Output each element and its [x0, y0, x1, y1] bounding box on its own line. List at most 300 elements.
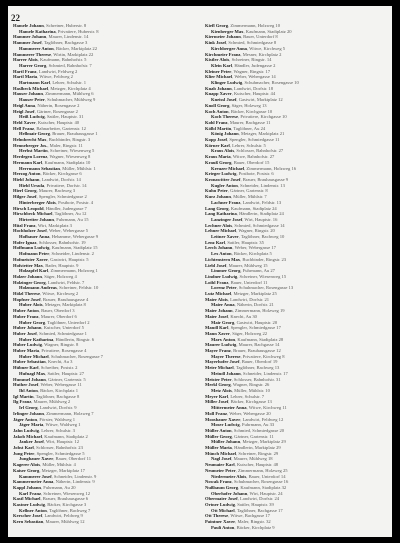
entry-details: Wagner, Ringstr. 8	[44, 342, 79, 348]
directory-entry: Huber Franz, Maurer, Oberdorf 6	[13, 313, 77, 319]
directory-entry: Klein Karl, Händler, Judengasse 2	[211, 62, 276, 68]
entry-name: Merkl Georg	[205, 382, 231, 388]
directory-entry: Kammermeier Anna, Näherin, Lindenstr. 9	[13, 479, 95, 485]
entry-details: Kaufmann, Stadtplatz 32	[240, 484, 287, 490]
directory-entry: Kneissl Josef, Gastwirt, Marktplatz 12	[211, 97, 283, 103]
entry-details: Privatiere, Rosengasse 4	[41, 348, 87, 354]
entry-name: Hofbauer Anna	[19, 234, 50, 240]
entry-name: Lindner Ludwig	[205, 273, 238, 279]
directory-entry: Kronawitter Josef, Brauer, Brauhausgasse 9	[205, 176, 289, 182]
directory-entry: Limmer Georg, Fuhrmann, Au 27	[211, 268, 275, 274]
entry-details: Schuhmacher, Rosengasse 10	[244, 80, 299, 86]
directory-entry: Huber Johann, Kutscher, Unterdorf 5	[13, 325, 84, 331]
entry-name: Hammer Johann	[13, 34, 47, 40]
entry-name: Paintner Xaver	[205, 519, 236, 525]
entry-name: Münch Michael	[205, 450, 237, 456]
entry-details: Maler, Ringstr. 32	[237, 519, 271, 525]
entry-name: Neumeier Peter	[205, 467, 236, 473]
entry-name: Neumaier Karl	[205, 462, 235, 468]
directory-entry: Mayer Therese, Privatiere, Kirchweg 8	[211, 353, 285, 359]
entry-name: Heigl Anna	[13, 102, 36, 108]
entry-name: Müller Anton	[205, 427, 232, 433]
directory-entry: Hell Franz, Bahnarbeiter, Gartenstr. 12	[13, 125, 86, 131]
entry-details: Schmied, Schmiedgasse 20	[233, 427, 285, 433]
directory-entry: Hamele Katharina, Privatiere, Huberstr. 8	[19, 28, 99, 34]
entry-name: Kirchberger Anna	[211, 45, 247, 51]
directory-entry: Nowak Franz, Schuhmacher, Rosengasse 16	[205, 479, 289, 485]
directory-entry: Moll Franz, Weber, Webergasse 20	[205, 410, 271, 416]
entry-name: Irl Georg	[19, 405, 38, 411]
entry-details: Bäcker, Kirchgasse 6	[42, 171, 82, 177]
directory-entry: Kölbl Martin, Taglöhner, Au 24	[205, 125, 266, 131]
directory-entry: Knab Johann, Landwirt, Dorfstr. 18	[205, 85, 274, 91]
entry-name: Kaiser Georg	[13, 467, 40, 473]
directory-entry: Kraus Alois, Schlosser, Bahnhofstr. 27	[211, 148, 284, 154]
directory-entry: Jakob Michael, Kaufmann, Stadtplatz 2	[13, 433, 88, 439]
right-column	[205, 23, 385, 531]
entry-name: Mandl Karl	[205, 325, 229, 331]
entry-details: Fuhrmann, Au 27	[242, 268, 275, 274]
entry-details: Weber, Webergasse 20	[229, 410, 271, 416]
directory-entry: Liebl Josef, Maurer, Mühlweg 15	[205, 262, 268, 268]
entry-details: Kutscher, Hauptstr. 48	[236, 462, 279, 468]
left-column	[13, 23, 193, 525]
entry-name: Hübner Karl	[13, 365, 39, 371]
entry-name: Kern Sebastian	[13, 519, 44, 525]
directory-entry: Kaiser Georg, Metzger, Marktplatz 17	[13, 467, 85, 473]
entry-name: Lenz Karl	[205, 239, 226, 245]
entry-name: Hölzl Therese	[13, 291, 41, 297]
entry-details: Witwe, Kirchweg 5	[249, 45, 286, 51]
entry-name: Kuhn Peter	[205, 188, 228, 194]
entry-name: Maier Josef	[205, 313, 229, 319]
entry-details: Bahnarbeiter, Gartenstr. 12	[36, 125, 86, 131]
directory-entry: Huber Katharina, Händlerin, Ringstr. 6	[19, 336, 95, 342]
entry-details: Bauer, Oberdorf 15	[233, 159, 270, 165]
entry-details: Wirt, Hauptstr. 24	[249, 490, 283, 496]
entry-details: Witwe, Kirchweg 2	[42, 291, 79, 297]
entry-name: Marx Anton	[211, 336, 236, 342]
directory-entry: Kleiner Peter, Wagner, Ringstr. 17	[205, 68, 270, 74]
entry-details: Schmied, Schmiedgasse 1	[39, 330, 87, 336]
entry-name: Lanzinger Josef	[211, 216, 243, 222]
entry-name: Hoffmann Ludwig	[13, 245, 50, 251]
entry-details: Kaufmann, Stadtplatz 24	[230, 205, 277, 211]
entry-name: Huber Anton	[13, 308, 39, 314]
entry-name: Ortner Ludwig	[205, 502, 235, 508]
directory-entry: Leitner Xaver, Taglöhner, Bachweg 10	[211, 234, 285, 240]
entry-details: Gastwirt, Hauptstr. 20	[236, 319, 278, 325]
entry-name: Kreuzer Michael	[211, 165, 245, 171]
directory-entry: Henneberger Jos., Maler, Ringstr. 11	[13, 142, 83, 148]
directory-entry: Huber Josef, Schmied, Schmiedgasse 1	[13, 330, 87, 336]
entry-name: Huber Franz	[13, 313, 39, 319]
directory-entry: Koch Therese, Privatiere, Kirchgasse 10	[211, 114, 287, 120]
entry-details: Lehrer, Schulstr. 3	[41, 427, 75, 433]
entry-details: Metzger, Kirchplatz 4	[50, 85, 91, 91]
entry-name: Ott Therese	[205, 513, 229, 519]
directory-entry: Kern Sebastian, Maurer, Mühlweg 12	[13, 519, 85, 525]
directory-entry: Hammerer Anton, Bäcker, Marktplatz 22	[19, 45, 97, 51]
entry-details: Maurer, Bachgasse 14	[238, 342, 280, 348]
entry-details: Schreiner, Wiesenweg 12	[43, 490, 90, 496]
entry-details: Schuhmacher, Rosengasse 13	[238, 285, 294, 291]
directory-entry: Ilg Franz, Maurer, Mühlweg 2	[13, 399, 71, 405]
entry-name: Mair Georg	[211, 319, 235, 325]
entry-name: Koch Therese	[211, 114, 239, 120]
directory-entry: Knoll Georg, Säger, Holzweg 13	[205, 102, 267, 108]
directory-entry: Holzmann Andreas, Schreiner, Feldstr. 10	[19, 285, 99, 291]
directory-entry: Müller Maria, Händlerin, Marktplatz 29	[205, 445, 281, 451]
entry-name: Ilg Franz	[13, 399, 32, 405]
directory-entry: Müller Johann, Metzger, Marktplatz 29	[211, 439, 286, 445]
directory-entry: Huber Maria, Privatiere, Rosengasse 4	[13, 348, 87, 354]
directory-entry: Hauser Peter, Schuhmacher, Mühlweg 9	[19, 97, 96, 103]
entry-details: Landwirt, Feldstr. 7	[48, 279, 85, 285]
entry-name: Hell Franz	[13, 125, 35, 131]
entry-details: Schmied, Bahnhofstr. 7	[48, 62, 92, 68]
entry-details: Bauer, Oberdorf 3	[41, 308, 75, 314]
entry-details: Bauer, Unterdorf 14	[248, 473, 286, 479]
entry-details: Kutscher, Unterdorf 5	[43, 325, 84, 331]
entry-details: Kaufmann, Bahnhofstr. 5	[40, 57, 87, 63]
entry-name: Igl Martin	[13, 393, 34, 399]
directory-entry: Huber Michael, Schuhmacher, Rosengasse 7	[19, 353, 103, 359]
entry-name: Heigl Josef	[13, 108, 35, 114]
directory-entry: Hirsch Leopold, Händler, Judengasse 7	[13, 205, 87, 211]
directory-entry: Hölzl Therese, Witwe, Kirchweg 2	[13, 291, 79, 297]
directory-entry: Helmbrecht Max, Buchbinder, Ringstr. 3	[13, 137, 91, 143]
entry-details: Bauer, Oberdorf 19	[241, 359, 278, 365]
entry-name: Holzer Johann	[13, 273, 42, 279]
directory-entry: Hammer Josef, Taglöhner, Bachgasse 3	[13, 40, 88, 46]
entry-details: Spengler, Schmiedgasse 2	[38, 194, 87, 200]
entry-name: Hirsch Leopold	[13, 205, 44, 211]
entry-name: Lehner Michael	[205, 228, 237, 234]
directory-entry: Lichtenstern Max, Buchbinder, Ringstr. 23	[205, 256, 287, 262]
directory-entry: Kink Josef, Schmied, Schmiedgasse 8	[205, 40, 277, 46]
entry-name: Kurz Johann	[205, 194, 231, 200]
entry-details: Sattler, Hauptstr. 35	[227, 239, 264, 245]
entry-name: Lang Katharina	[205, 211, 237, 217]
entry-name: Kastner Ludwig	[13, 502, 45, 508]
entry-details: Witwe, Feldweg 2	[39, 74, 73, 80]
entry-name: Obermaier Josef	[205, 496, 238, 502]
entry-details: Schreiber, Poststr. 2	[40, 365, 78, 371]
entry-name: Nowak Franz	[205, 479, 232, 485]
entry-name: Irlinger Johann	[13, 410, 44, 416]
directory-entry: König Johann, Metzger, Marktplatz 21	[211, 131, 285, 137]
directory-entry: Müller Georg, Gärtner, Gartenstr. 11	[205, 433, 274, 439]
entry-name: Kistler Alois	[205, 57, 230, 63]
entry-name: Maurer Ludwig	[205, 342, 237, 348]
directory-entry: Klier Michael, Weber, Webergasse 14	[205, 74, 276, 80]
directory-entry: Hirschbeck Michael, Taglöhner, Au 12	[13, 211, 87, 217]
directory-entry: Niedermeier Alois, Bauer, Unterdorf 14	[211, 473, 286, 479]
entry-name: Kagerer Alois	[13, 462, 41, 468]
entry-details: Förster, Waldweg 1	[39, 416, 76, 422]
directory-entry: Jungbauer Xaver, Bauer, Oberdorf 11	[19, 456, 92, 462]
entry-name: Huber Maria	[13, 348, 40, 354]
entry-details: Landwirt, Feldstr. 13	[242, 199, 282, 205]
directory-entry: Irl Georg, Landwirt, Dorfstr. 9	[19, 405, 77, 411]
entry-name: Hochholzer Josef	[13, 228, 47, 234]
entry-details: Landwirt, Dorfstr. 14	[41, 176, 81, 182]
entry-name: Hofer Ignaz	[13, 239, 37, 245]
entry-name: Moll Franz	[205, 410, 228, 416]
entry-details: Buchbinder, Ringstr. 3	[48, 137, 91, 143]
directory-entry: Lehner Michael, Wagner, Ringstr. 20	[205, 228, 275, 234]
entry-details: Händlerin, Ringstr. 6	[55, 336, 95, 342]
directory-entry: Mittermeier Anna, Witwe, Kirchweg 11	[211, 405, 287, 411]
entry-details: Schreiner, Ringstr. 14	[231, 57, 272, 63]
entry-details: Landwirt, Feldweg 12	[242, 416, 284, 422]
directory-entry: Kurz Johann, Müller, Mühlstr. 7	[205, 194, 267, 200]
directory-entry: Hopfner Josef, Brauer, Brauhausgasse 4	[13, 296, 89, 302]
entry-details: Müller, Mühlstr. 10	[234, 388, 270, 393]
entry-name: Kappl Johann	[13, 484, 41, 490]
directory-entry: Harrer Georg, Schmied, Bahnhofstr. 7	[19, 62, 92, 68]
entry-details: Schreiner, Huberstr. 8	[46, 23, 87, 28]
entry-details: Fuhrmann, Au 15	[56, 216, 89, 222]
entry-name: Hilger Josef	[13, 194, 37, 200]
entry-name: Koch Anton	[205, 108, 229, 114]
directory-entry: Huber Alois, Metzger, Marktplatz 8	[19, 302, 86, 308]
directory-entry: Jobst Karl, Schlosser, Bahnhofstr. 23	[13, 445, 83, 451]
entry-name: Heiß Ludwig	[19, 114, 45, 120]
directory-entry: Jung Peter, Spengler, Schmiedgasse 5	[13, 450, 85, 456]
entry-details: Kaufmann, Stadtplatz 15	[51, 245, 98, 251]
directory-entry: Kugler Anton, Schneider, Lindenstr. 13	[211, 182, 285, 188]
entry-details: Taglöhner, Unterdorf 2	[47, 319, 90, 325]
directory-entry: Kastner Ludwig, Bäcker, Kirchgasse 3	[13, 502, 87, 508]
directory-entry: Lang Georg, Kaufmann, Stadtplatz 24	[205, 205, 277, 211]
entry-name: Huber Sebastian	[13, 359, 46, 365]
entry-details: Metzger, Marktplatz 8	[44, 302, 86, 308]
entry-name: Ibl Anton	[19, 388, 38, 393]
entry-name: Moser Ludwig	[211, 422, 240, 428]
entry-name: Knab Johann	[205, 85, 232, 91]
entry-details: Landwirt, Feldweg 2	[38, 68, 78, 74]
entry-details: Sattler, Hauptstr. 27	[47, 370, 85, 376]
entry-details: Schreiner, Wiesenweg 15	[239, 273, 287, 279]
entry-name: Mann Xaver	[205, 330, 230, 336]
entry-name: Kellner Anton	[19, 507, 47, 513]
entry-details: Händler, Judengasse 2	[234, 62, 276, 68]
entry-details: Kaufmann, Stadtplatz 20	[245, 28, 292, 34]
entry-name: Hermann Karl	[13, 159, 43, 165]
entry-details: Schneider, Lindenstr. 13	[240, 182, 285, 188]
entry-details: Gastwirt, Hauptstr. 5	[50, 256, 89, 262]
directory-entry: Hufnagl Max, Sattler, Hauptstr. 27	[19, 370, 85, 376]
entry-details: Landwirt, Dorfstr. 21	[230, 296, 270, 302]
directory-entry: Koch Anton, Bäcker, Kirchgasse 10	[205, 108, 273, 114]
entry-name: Holzinger Georg	[13, 279, 46, 285]
entry-details: Zimmermann, Holzweg 25	[237, 467, 288, 473]
entry-name: Hamele Katharina	[19, 28, 56, 34]
entry-name: Meindl Johann	[211, 370, 241, 376]
directory-entry: Münch Michael, Schreiner, Ringstr. 29	[205, 450, 279, 456]
entry-name: Hofstetter Max	[13, 262, 43, 268]
directory-entry: Huber Georg, Taglöhner, Unterdorf 2	[19, 319, 90, 325]
directory-entry: Hummel Johann, Gärtner, Gartenstr. 5	[13, 376, 86, 382]
entry-name: Loibl Franz	[205, 279, 229, 285]
directory-entry: Huber Anton, Bauer, Oberdorf 3	[13, 308, 75, 314]
entry-name: Kammerer Josef	[19, 473, 52, 479]
entry-details: Schlosser, Bahnhofstr. 23	[36, 445, 83, 451]
entry-details: Metzger, Marktplatz 29	[242, 439, 286, 445]
entry-name: Huber Georg	[19, 319, 46, 325]
entry-details: Schuhmacher, Rosengasse 16	[233, 479, 289, 485]
directory-entry: Kagerer Alois, Müller, Mühlstr. 4	[13, 462, 76, 468]
directory-entry: Moosbauer Xaver, Landwirt, Feldweg 12	[205, 416, 284, 422]
entry-details: Taglöhner, Au 24	[233, 125, 266, 131]
directory-entry: Kastl Michael, Brauer, Brauhausgasse 6	[13, 496, 89, 502]
entry-details: Wagner, Ringstr. 20	[238, 228, 275, 234]
entry-name: Hofmeister Xaver	[13, 256, 48, 262]
directory-entry: Kohl Franz, Maurer, Bachgasse 11	[205, 119, 271, 125]
entry-name: Metz Alois	[211, 388, 232, 393]
directory-entry: Jäger Anton, Förster, Waldweg 1	[13, 416, 76, 422]
entry-details: Taglöhner, Au 12	[54, 211, 87, 217]
entry-name: Kopp Josef	[205, 137, 228, 143]
directory-entry: Herrmann Sebastian, Müller, Mühlstr. 1	[19, 165, 96, 171]
directory-entry: Merkl Georg, Wagner, Ringstr. 26	[205, 382, 270, 388]
entry-details: Säger, Holzweg 22	[232, 330, 268, 336]
entry-details: Landwirt, Dorfstr. 9	[39, 405, 77, 411]
entry-name: Limmer Georg	[211, 268, 241, 274]
entry-name: Jäger Maria	[19, 422, 44, 428]
directory-entry: Hofer Ignaz, Schlosser, Bahnhofstr. 19	[13, 239, 86, 245]
entry-name: Hauser Johann	[13, 91, 43, 97]
entry-details: Maurer, Mühlweg 2	[33, 399, 71, 405]
entry-name: Hartmann Karl	[19, 80, 51, 86]
entry-details: Knecht, Au 30	[230, 313, 257, 319]
entry-details: Wirtin, Marktplatz 22	[53, 51, 94, 57]
entry-details: Müller, Mühlstr. 4	[42, 462, 76, 468]
entry-details: Postbote, Poststr. 6	[238, 171, 274, 177]
entry-details: Weber, Webergasse 5	[48, 228, 89, 234]
entry-details: Metzger, Marktplatz 25	[233, 291, 277, 297]
directory-entry: Huber Sebastian, Knecht, Au 3	[13, 359, 73, 365]
directory-entry: Ott Michael, Taglöhner, Bachgasse 17	[211, 507, 283, 513]
directory-entry: Mann Xaver, Säger, Holzweg 22	[205, 330, 268, 336]
entry-details: Bäcker, Kirchgasse 10	[230, 108, 273, 114]
entry-name: Hiebl Johann	[13, 176, 40, 182]
directory-entry: Herzog Anton, Bäcker, Kirchgasse 6	[13, 171, 82, 177]
entry-name: Helmbrecht Max	[13, 137, 47, 143]
entry-name: Karl Franz	[19, 490, 42, 496]
directory-entry: Mayer Franz, Brauer, Brauhausgasse 12	[205, 348, 281, 354]
directory-entry: Kreuzer Michael, Zimmermann, Holzweg 16	[211, 165, 297, 171]
directory-entry: Maier Alois, Landwirt, Dorfstr. 21	[205, 296, 270, 302]
directory-entry: Hofstetter Max, Bader, Hauptstr. 9	[13, 262, 79, 268]
directory-entry: Ott Therese, Witwe, Bachgasse 17	[205, 513, 270, 519]
entry-name: Hammer Josef	[13, 40, 42, 46]
entry-name: Kohl Franz	[205, 119, 228, 125]
entry-name: Lang Georg	[205, 205, 229, 211]
entry-details: Postbote, Poststr. 4	[58, 199, 94, 205]
entry-details: Bäcker, Kirchgasse 13	[230, 399, 272, 405]
entry-details: Sattler, Hauptstr. 39	[237, 502, 274, 508]
directory-entry: Miller Josef, Bäcker, Kirchgasse 13	[205, 399, 272, 405]
entry-name: Kraus Alois	[211, 148, 235, 154]
entry-details: Bäcker, Kirchplatz 9	[236, 524, 275, 530]
entry-name: Hirschbeck Michael	[13, 211, 53, 217]
directory-entry: Mandl Karl, Spengler, Schmiedgasse 17	[205, 325, 281, 331]
entry-details: Brauer, Brauhausgasse 6	[42, 496, 89, 502]
entry-details: Bäcker, Kirchplatz 1	[40, 388, 79, 393]
entry-name: Held Xaver	[13, 119, 36, 125]
entry-name: Meister Peter	[205, 376, 232, 382]
entry-details: Schlosser, Bahnhofstr. 31	[233, 376, 281, 382]
directory-entry: Hauser Johann, Zimmermann, Mühlweg 6	[13, 91, 94, 97]
entry-details: Schuhmacher, Rosengasse 7	[50, 353, 103, 359]
entry-name: Lachner Franz	[211, 199, 241, 205]
entry-name: Niedermeier Alois	[211, 473, 247, 479]
entry-name: Kienberger Max	[211, 28, 244, 34]
entry-name: Knapp Xaver	[205, 91, 232, 97]
entry-name: Hofmann Peter	[19, 251, 50, 257]
entry-name: Maier Anna	[211, 302, 235, 308]
directory-entry: Neumeier Peter, Zimmermann, Holzweg 25	[205, 467, 288, 473]
entry-details: Lehrer, Schulstr. 7	[230, 393, 265, 399]
entry-name: Lechner Alois	[205, 222, 233, 228]
entry-details: Wirt, Hauptstr. 12	[46, 439, 80, 445]
entry-details: Fuhrmann, Au 20	[43, 484, 76, 490]
entry-details: Brauer, Brauhausgasse 9	[242, 176, 289, 182]
entry-name: Klier Michael	[205, 74, 233, 80]
entry-name: Herrmann Sebastian	[19, 165, 60, 171]
entry-details: Knecht, Au 3	[48, 359, 73, 365]
entry-details: Weber, Webergasse 11	[40, 382, 82, 388]
directory-entry: Müller Anton, Schmied, Schmiedgasse 20	[205, 427, 285, 433]
entry-name: Mayerhofer Josef	[205, 359, 240, 365]
directory-entry: Lutz Michael, Metzger, Marktplatz 25	[205, 291, 277, 297]
entry-details: Landwirt, Dorfstr. 24	[240, 496, 280, 502]
directory-entry: Lerch Johann, Weber, Webergasse 17	[205, 245, 276, 251]
entry-details: Brauer, Brauhausgasse 1	[52, 131, 98, 137]
entry-name: Klein Karl	[211, 62, 233, 68]
directory-entry: Irlinger Johann, Zimmermann, Holzweg 7	[13, 410, 94, 416]
directory-entry: Hermann Karl, Kaufmann, Stadtplatz 10	[13, 159, 91, 165]
entry-details: Zimmermann, Mühlweg 6	[45, 91, 94, 97]
entry-name: Kirchmeier Franz	[205, 51, 241, 57]
entry-name: Janker Josef	[19, 439, 44, 445]
entry-details: Lehrer, Schulstr. 1	[52, 80, 87, 86]
entry-name: Meier Michael	[205, 365, 234, 371]
entry-name: Hierl Georg	[13, 188, 37, 194]
entry-name: Jahn Ludwig	[13, 427, 39, 433]
entry-details: Spengler, Schmiedgasse 17	[230, 325, 281, 331]
directory-entry: Herbst Martin, Schreiner, Wiesenweg 5	[19, 148, 95, 154]
entry-details: Kutscher, Hauptstr. 40	[37, 119, 80, 125]
entry-name: Kammermeier Anna	[13, 479, 54, 485]
directory-entry: Metz Alois, Müller, Mühlstr. 10	[211, 388, 270, 393]
entry-name: Kiefl Georg	[205, 23, 229, 28]
entry-details: Schlosser, Bahnhofstr. 19	[38, 239, 86, 245]
directory-entry: Held Xaver, Kutscher, Hauptstr. 40	[13, 119, 80, 125]
directory-entry: Kerscher Josef, Landwirt, Feldweg 9	[13, 513, 83, 519]
directory-entry: Kirchberger Anna, Witwe, Kirchweg 5	[211, 45, 286, 51]
entry-name: Kiermeier Johann	[205, 34, 241, 40]
entry-name: Haslbeck Michael	[13, 85, 49, 91]
entry-details: Bäcker, Kirchgasse 3	[47, 502, 87, 508]
directory-entry: Hellmair Georg, Brauer, Brauhausgasse 1	[19, 131, 98, 137]
entry-details: Zimmermann, Holzweg 1	[50, 268, 98, 274]
entry-details: Händler, Judengasse 7	[45, 205, 87, 211]
directory-entry: Meyer Karl, Lehrer, Schulstr. 7	[205, 393, 265, 399]
